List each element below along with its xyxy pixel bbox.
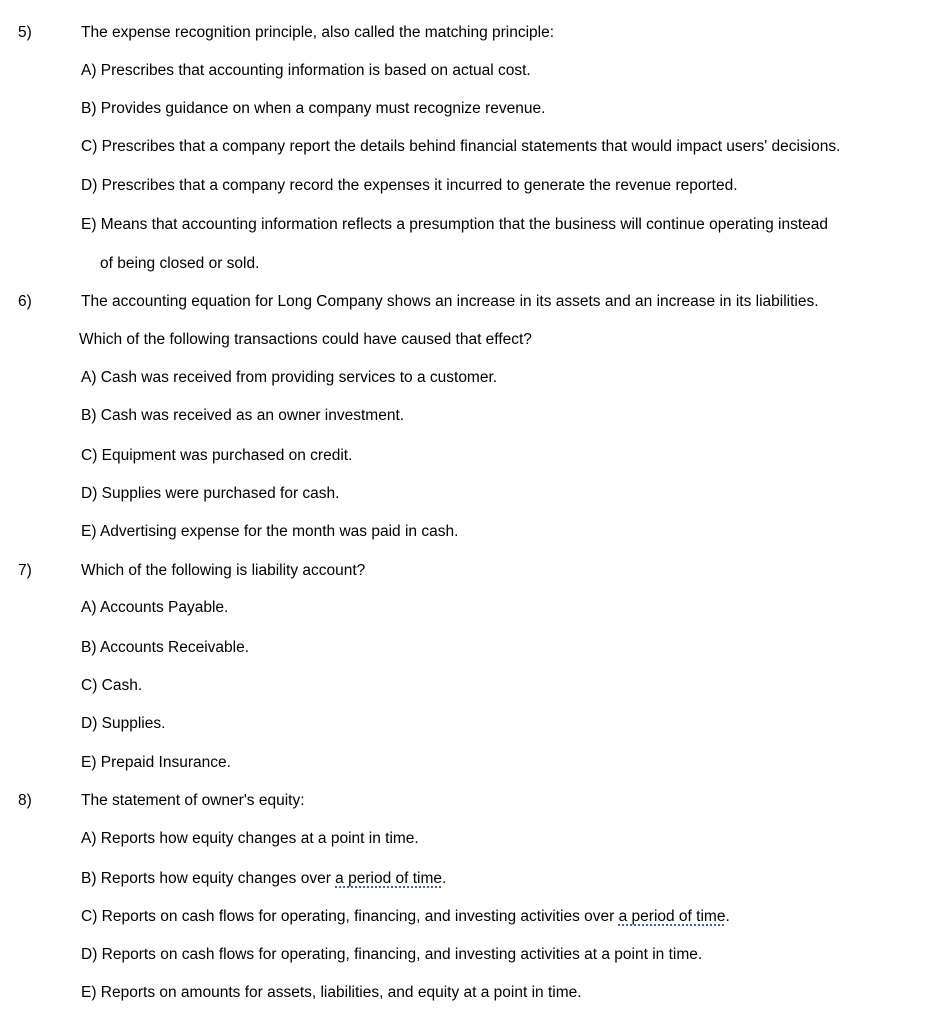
question-8-option-b — [81, 869, 446, 889]
question-6-option-d: D) Supplies were purchased for cash. — [81, 485, 340, 502]
question-8-option-d: D) Reports on cash flows for operating, financing, and investing activities at a point in time. — [81, 946, 703, 963]
question-7-number: 7) — [18, 562, 32, 579]
question-8-option-c-suffix: . — [725, 908, 730, 925]
question-8-option-c — [81, 907, 730, 927]
question-6-option-c: C) Equipment was purchased on credit. — [81, 447, 353, 464]
question-6-option-a: A) Cash was received from providing services to a customer. — [81, 369, 498, 386]
question-8-option-c-prefix: C) Reports on cash flows for operating, financing, and investing activities over — [81, 908, 619, 925]
question-5-option-b: B) Provides guidance on when a company must recognize revenue. — [81, 100, 546, 117]
question-8-option-c-underlined: a period of time — [618, 908, 726, 925]
question-8-number: 8) — [18, 792, 32, 809]
question-5-option-a: A) Prescribes that accounting information is based on actual cost. — [81, 62, 531, 79]
question-6-option-e: E) Advertising expense for the month was paid in cash. — [81, 523, 459, 540]
question-6-number: 6) — [18, 293, 32, 310]
question-6-option-b: B) Cash was received as an owner investment. — [81, 407, 405, 424]
question-5-option-d: D) Prescribes that a company record the expenses it incurred to generate the revenue reported. — [81, 177, 738, 194]
question-5-option-e: E) Means that accounting information reflects a presumption that the business will continue operating instead — [81, 216, 829, 233]
question-7-option-c: C) Cash. — [81, 677, 143, 694]
question-5-stem: The expense recognition principle, also called the matching principle: — [81, 24, 555, 41]
question-6-stem: The accounting equation for Long Company shows an increase in its assets and an increase in its liabilities. — [81, 293, 819, 310]
question-7-option-e: E) Prepaid Insurance. — [81, 754, 231, 771]
question-8-option-b-underlined: a period of time — [335, 870, 443, 887]
question-8-option-b-prefix: B) Reports how equity changes over — [81, 870, 336, 887]
question-7-option-d: D) Supplies. — [81, 715, 166, 732]
question-8-option-b-suffix: . — [442, 870, 447, 887]
question-7-option-a: A) Accounts Payable. — [81, 599, 229, 616]
question-8-option-e: E) Reports on amounts for assets, liabilities, and equity at a point in time. — [81, 984, 582, 1001]
question-5-option-e-continuation: of being closed or sold. — [100, 255, 260, 272]
question-8-stem: The statement of owner's equity: — [81, 792, 305, 809]
question-7-stem: Which of the following is liability account? — [81, 562, 366, 579]
question-6-stem-continuation: Which of the following transactions could have caused that effect? — [79, 331, 532, 348]
question-5-number: 5) — [18, 24, 32, 41]
question-7-option-b: B) Accounts Receivable. — [81, 639, 250, 656]
question-8-option-a: A) Reports how equity changes at a point in time. — [81, 830, 419, 847]
question-5-option-c: C) Prescribes that a company report the details behind financial statements that would impact users' decisions. — [81, 138, 841, 155]
